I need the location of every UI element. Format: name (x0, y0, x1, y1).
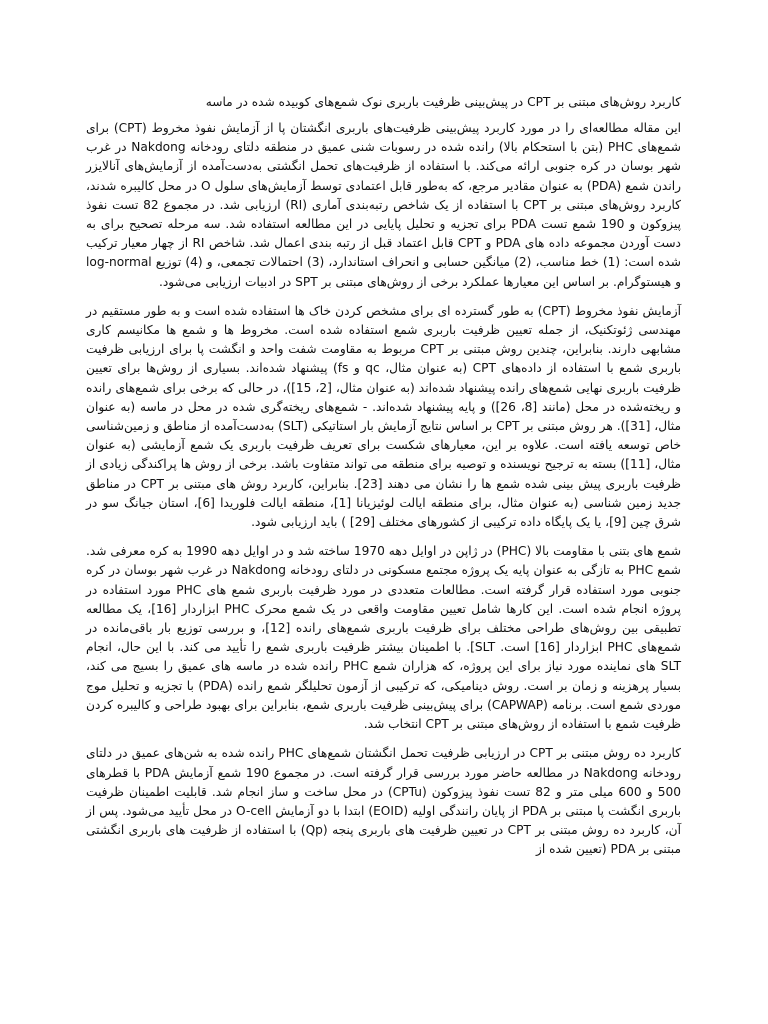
paragraph-abstract: این مقاله مطالعه‌ای را در مورد کاربرد پیش‌بینی ظرفیت‌های باربری انگشتان پا از آزمایش نفوذ مخروط (CPT) برای شمع‌های PHC (بتن با استحکام بالا) رانده شده در رسوبات شنی عمیق در منطقه دلتای رودخانه Nakdong در غرب شهر بوسان در کره جنوبی ارائه می‌کند. با استفاده از ظرفیت‌های تحمل انگشتی به‌دست‌آمده از آزمایش‌های آنالایزر راندن شمع (PDA) به عنوان مقادیر مرجع، که به‌طور قابل اعتمادی توسط آزمایش‌های سلول O در محل کالیبره شدند، کاربرد روش‌های مبتنی بر CPT با استفاده از یک شاخص رتبه‌بندی آماری (RI) ارزیابی شد. در مجموع 82 تست نفوذ پیزوکون و 190 شمع تست PDA برای تجزیه و تحلیل پایایی در این مطالعه استفاده شد. سه مرحله تصحیح برای به دست آوردن مجموعه داده های PDA و CPT قابل اعتماد قبل از رتبه بندی اعمال شد. شاخص RI از چهار معیار ترکیب شده است: (1) خط مناسب، (2) میانگین حسابی و انحراف استاندارد، (3) احتمالات تجمعی، و (4) توزیع log-normal و هیستوگرام. بر اساس این معیارها عملکرد برخی از روش‌های مبتنی بر SPT در ادبیات ارزیابی می‌شود. (86, 121, 682, 289)
paragraph-phc-piles: شمع های بتنی با مقاومت بالا (PHC) در ژاپن در اوایل دهه 1970 ساخته شد و در اوایل دهه 1990 به کره معرفی شد. شمع PHC به تازگی به عنوان پایه یک پروژه مجتمع مسکونی در دلتای رودخانه Nakdong در غرب شهر بوسان در کره جنوبی مورد استفاده قرار گرفته است. مطالعات متعددی در مورد ظرفیت باربری شمع های PHC مورد استفاده در پروژه انجام شده است. این کارها شامل تعیین مقاومت واقعی در یک شمع محرک PHC ابزاردار [16]، یک مطالعه تطبیقی بین روش‌های طراحی مختلف برای ظرفیت باربری شمع‌های رانده [12]، و بررسی توزیع بار باقی‌مانده در شمع‌های PHC ابزاردار [16] است. SLT]. با اطمینان بیشتر ظرفیت باربری شمع را تأیید می کند. با این حال، انجام SLT های نماینده مورد نیاز برای این پروژه، که هزاران شمع PHC رانده شده در ماسه های عمیق را بسیج می کند، بسیار پرهزینه و زمان بر است. روش دینامیکی، که ترکیبی از آزمون تحلیلگر شمع رانده (PDA) با تجزیه و تحلیل موج موردی شمع است. برنامه (CAPWAP) برای پیش‌بینی ظرفیت باربری شمع، بنابراین برای بهبود طراحی و کالیبره کردن ظرفیت شمع با استفاده از روش‌های مبتنی بر CPT انتخاب شد. (86, 544, 682, 732)
paragraph-cpt-background: آزمایش نفوذ مخروط (CPT) به طور گسترده ای برای مشخص کردن خاک ها استفاده شده است و به طور مستقیم در مهندسی ژئوتکنیک، از جمله تعیین ظرفیت باربری شمع استفاده شده است. مخروط ها و شمع ها مکانیسم کاری مشابهی دارند. بنابراین، چندین روش مبتنی بر CPT مربوط به مقاومت شفت واحد و انگشت پا برای ارزیابی ظرفیت باربری شمع با استفاده از داده‌های CPT (به عنوان مثال، qc و fs) پیشنهاد شده‌اند. بسیاری از روش‌ها برای تعیین ظرفیت باربری نهایی شمع‌های رانده پیشنهاد شده‌اند (به عنوان مثال، [2، 15])، در حالی که برخی برای شمع‌های رانده و ریخته‌شده در محل (مانند [8، 26]) و پایه پیشنهاد شده‌اند. - شمع‌های ریخته‌گری شده در محل در ماسه (به عنوان مثال، [31]). هر روش مبتنی بر CPT بر اساس نتایج آزمایش بار استاتیکی (SLT) به‌دست‌آمده از مناطق و زمین‌شناسی خاص توسعه یافته است. علاوه بر این، معیارهای شکست برای تعریف ظرفیت باربری یک شمع آزمایشی (به عنوان مثال، [11]) بسته به ترجیح نویسنده و توصیه برای منطقه می تواند متفاوت باشد. برخی از روش ها پراکندگی زیادی از ظرفیت باربری پیش بینی شده شمع ها را نشان می دهند [23]. بنابراین، کاربرد روش های مبتنی بر CPT در مناطق جدید زمین شناسی (به عنوان مثال، برای منطقه ایالت لوئیزیانا [1]، منطقه ایالت فلوریدا [6]، استان جیانگ سو در شرق چین [9]، یا یک پایگاه داده ترکیبی از کشورهای مختلف [29] ) باید ارزیابی شود. (86, 303, 681, 530)
document-page (86, 94, 681, 870)
document-title: کاربرد روش‌های مبتنی بر CPT در پیش‌بینی ظرفیت باربری نوک شمع‌های کوبیده شده در ماسه (205, 95, 681, 109)
paragraph-study-scope: کاربرد ده روش مبتنی بر CPT در ارزیابی ظرفیت تحمل انگشتان شمع‌های PHC رانده شده به شن‌های عمیق در دلتای رودخانه Nakdong در مطالعه حاضر مورد بررسی قرار گرفته است. در مجموع 190 شمع آزمایش PDA با قطرهای 500 و 600 میلی متر و 82 تست نفوذ پیزوکون (CPTu) در محل ساخت و ساز انجام شد. قابلیت اطمینان ظرفیت باربری انگشت پا مبتنی بر PDA از پایان رانندگی اولیه (EOID) ابتدا با دو آزمایش O-cell در محل تأیید می‌شود. پس از آن، کاربرد ده روش مبتنی بر CPT در تعیین ظرفیت های باربری پنجه (Qp) با استفاده از ظرفیت های باربری انگشتی مبتنی بر PDA (تعیین شده از (86, 746, 681, 857)
